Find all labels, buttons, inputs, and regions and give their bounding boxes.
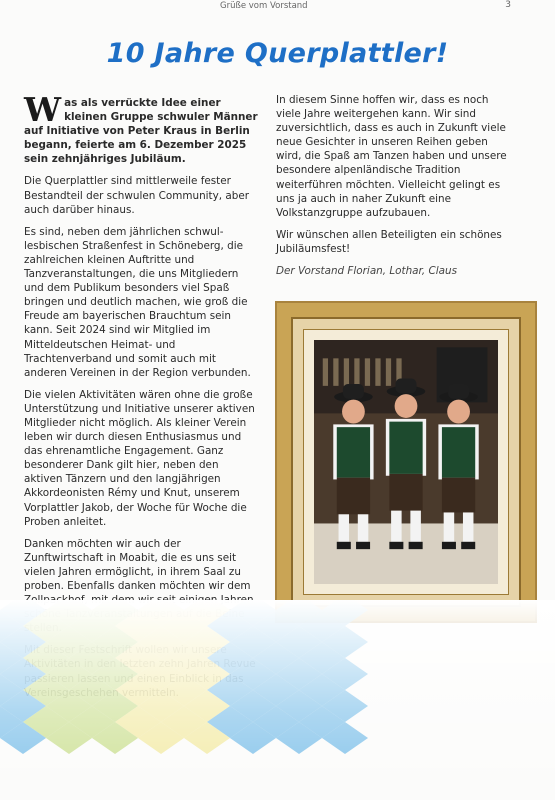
right-column	[276, 93, 516, 286]
lead-paragraph	[24, 90, 259, 166]
frame-mat	[303, 329, 509, 595]
page-number: 3	[505, 0, 511, 10]
paragraph-community: Die Querplattler sind mittlerweile fester Bestandteil der schwulen Community, aber auch darüber hinaus.	[24, 175, 249, 216]
article-title: 10 Jahre Querplattler!	[106, 38, 449, 69]
photo-illustration	[314, 340, 498, 584]
bavarian-diamond-pattern	[0, 600, 555, 800]
signature: Der Vorstand Florian, Lothar, Claus	[276, 265, 457, 278]
paragraph-thanks-members: Die vielen Aktivitäten wären ohne die große Unterstützung und Initiative unserer aktiven Mitglieder nicht möglich. Als kleiner Verein leben wir durch diesen Enthusiasmus und das ehrenamtliche Engagement. Ganz besonderer Dank gilt hier, neben den aktiven Tänzern und den langjährigen Akkordeonisten Rémy und Knut, unserem Vorplattler Jakob, der Woche für Woche die Proben anleitet.	[24, 388, 255, 528]
paragraph-thanks-venues: Danken möchten wir auch der Zunftwirtschaft in Moabit, die es uns seit vielen Jahren ermöglicht, in ihrem Saal zu proben. Ebenfalls danken möchten wir dem	[24, 537, 251, 592]
page-header	[0, 0, 555, 14]
drop-cap: W	[24, 90, 62, 129]
gold-picture-frame	[277, 303, 535, 621]
lead-text: as als verrückte Idee einer kleinen Gruppe schwuler Männer auf Initiative von Peter Kraus in Berlin begann, feierte am 6. Dezember 2025 sein zehnjähriges Jubiläum.	[24, 97, 258, 166]
paragraph-activities: Es sind, neben dem jährlichen schwul-lesbischen Straßenfest in Schöneberg, die zahlreichen kleinen Auftritte und Tanzveranstaltungen, die uns Mitgliedern und dem Publikum besonders viel Spaß bringen und deutlich machen, wie groß die Freude am bayerischen Brauchtum sein kann. Seit 2024 sind wir Mitglied im Mitteldeutschen Heimat- und Trachtenverband und somit auch mit anderen Vereinen in der Region verbunden.	[24, 225, 251, 379]
running-head: Grüße vom Vorstand	[220, 1, 308, 11]
paragraph-future: In diesem Sinne hoffen wir, dass es noch viele Jahre weitergehen kann. Wir sind zuversichtlich, dass es auch in Zukunft viele neue Gesichter in unseren Reihen geben wird, die Spaß am Tanzen haben und unsere besondere alpenländische Tradition weiterführen möchten. Vielleicht gelingt es uns ja auch in naher Zukunft eine Volkstanzgruppe aufzubauen.	[276, 94, 507, 219]
group-photo	[314, 340, 498, 584]
paragraph-wishes: Wir wünschen allen Beteiligten ein schönes Jubiläumsfest!	[276, 228, 502, 255]
